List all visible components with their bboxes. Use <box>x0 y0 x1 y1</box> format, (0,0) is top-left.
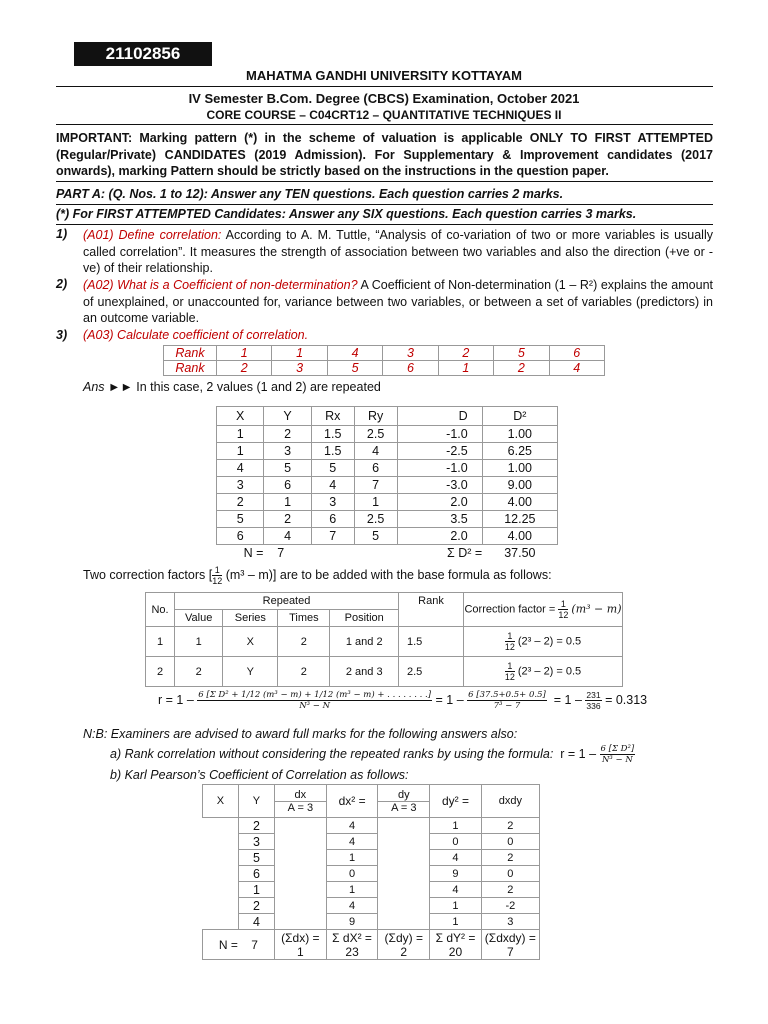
table-cell: 0 <box>326 866 377 882</box>
kp-sum-dx <box>274 930 326 960</box>
table-cell <box>203 898 239 914</box>
kp-dx-sub: A = 3 <box>275 801 326 814</box>
cf-cell: 2 and 3 <box>330 657 399 687</box>
cf-cell: 2.5 <box>399 657 464 687</box>
table-cell <box>378 866 430 882</box>
course-title: CORE COURSE – C04CRT12 – QUANTITATIVE TECHNIQUES II <box>206 108 562 122</box>
sum-d2-value: 37.50 <box>504 546 536 561</box>
table-cell <box>378 834 430 850</box>
cf-text-after: (m³ – m)] are to be added with the base formula as follows: <box>225 567 552 582</box>
cf-cell: 1 <box>146 627 175 657</box>
frac-num: 1 <box>505 631 515 642</box>
table-cell: 2 <box>264 511 311 528</box>
formula-num-3: 231 <box>586 690 601 700</box>
table-cell <box>378 898 430 914</box>
table-header-row <box>217 407 558 426</box>
table-cell: 3 <box>311 494 354 511</box>
table-cell: 4.00 <box>482 494 557 511</box>
table-cell: 5 <box>311 460 354 477</box>
formula-fraction-1 <box>197 690 432 711</box>
table-cell: 4 <box>326 834 377 850</box>
table-cell: 1 <box>264 494 311 511</box>
table-cell <box>378 850 430 866</box>
fraction <box>558 599 568 620</box>
table-row <box>217 528 558 545</box>
important-note <box>56 130 713 180</box>
q2-block <box>83 277 713 327</box>
table-row <box>203 818 540 834</box>
table-row <box>217 511 558 528</box>
col-header: Ry <box>354 407 397 426</box>
table-cell: 12.25 <box>482 511 557 528</box>
fraction <box>212 565 222 586</box>
nb-a-text: a) Rank correlation without considering the repeated ranks by using the formula: <box>110 746 554 761</box>
frac-den: 12 <box>504 642 515 652</box>
kp-header-x: X <box>203 785 239 818</box>
table-cell: 0 <box>481 866 539 882</box>
kp-sum-dx2-label: Σ dX² = <box>332 930 372 945</box>
table-cell <box>203 850 239 866</box>
table-cell: 0 <box>481 834 539 850</box>
kp-sum-dy <box>378 930 430 960</box>
table-cell <box>378 914 430 930</box>
table-cell <box>274 818 326 834</box>
kp-header-row <box>203 785 540 818</box>
ans-label: Ans ►► <box>83 380 133 394</box>
table-cell <box>203 834 239 850</box>
table-cell: 2 <box>481 850 539 866</box>
kp-header-dx2: dx² = <box>326 785 377 818</box>
register-number: 21102856 <box>74 42 212 66</box>
table-cell: 3 <box>217 477 264 494</box>
table-cell <box>378 818 430 834</box>
table-cell: 9 <box>430 866 481 882</box>
kp-dy-sub: A = 3 <box>378 801 429 814</box>
fraction <box>505 661 515 682</box>
kp-sum-dxdy-value: 7 <box>507 944 514 959</box>
kp-sum-dy-label: (Σdy) = <box>384 930 423 945</box>
formula-fraction-2 <box>467 690 547 711</box>
col-header: X <box>217 407 264 426</box>
q3-answer-line <box>83 380 381 394</box>
kp-sum-dx2 <box>326 930 377 960</box>
cf-sub-series: Series <box>223 610 278 627</box>
divider <box>56 86 713 87</box>
table-cell: 1.5 <box>311 443 354 460</box>
table-cell: 5 <box>264 460 311 477</box>
rank-cell: 1 <box>217 346 272 361</box>
cf-cell: Y <box>223 657 278 687</box>
rank-correlation-formula <box>158 690 647 711</box>
cf-cell: 2 <box>146 657 175 687</box>
frac-den: 12 <box>504 672 515 682</box>
formula-eq-2: = 1 – <box>435 692 464 707</box>
rank-row-2 <box>164 361 605 376</box>
kp-n-label: N = <box>218 937 238 952</box>
rank-cell: 4 <box>549 361 604 376</box>
table-cell: 3.5 <box>397 511 482 528</box>
divider <box>56 224 713 225</box>
table-cell: 1.5 <box>311 426 354 443</box>
nb-a-den: N³ − N <box>601 755 633 765</box>
important-text: Marking pattern (*) in the scheme of valuation is applicable ONLY TO FIRST ATTEMPTED (Regular/Private) CANDIDATES (2019 Admission). For Supplementary & Improvement candidates (2017 onwards), marking Pattern should be strictly based on the instructions in the question paper. <box>56 131 713 178</box>
table-cell: 4 <box>326 898 377 914</box>
table-cell <box>203 818 239 834</box>
part-a-first-attempt: (*) For FIRST ATTEMPTED Candidates: Answer any SIX questions. Each question carries 3 marks. <box>56 207 637 221</box>
cf-cell: 2 <box>278 657 330 687</box>
kp-sum-dx2-value: 23 <box>345 944 359 959</box>
q1-answer: According to A. M. Tuttle, “Analysis of co-variation of two or more variables is usually called correlation”. It measures the strength of association between two variables and also the direction (+ve or -ve) of their relationship. <box>83 228 713 275</box>
table-cell: 1 <box>430 914 481 930</box>
col-header: D <box>397 407 482 426</box>
formula-num-1: 6 [Σ D² + 1/12 (m³ − m) + 1/12 (m³ − m) + . . . . . . . .] <box>198 690 432 700</box>
part-a-instruction: PART A: (Q. Nos. 1 to 12): Answer any TEN questions. Each question carries 2 marks. <box>56 187 564 201</box>
table-cell: 6 <box>238 866 274 882</box>
cf-cell: 2 <box>175 657 223 687</box>
table-cell: 6 <box>264 477 311 494</box>
ans-text: In this case, 2 values (1 and 2) are repeated <box>136 380 381 394</box>
n-cell <box>217 545 312 562</box>
table-cell: 7 <box>354 477 397 494</box>
kp-sum-dx-label: (Σdx) = <box>281 930 320 945</box>
kp-dy-label: dy <box>397 788 410 801</box>
exam-title: IV Semester B.Com. Degree (CBCS) Examination, October 2021 <box>188 91 580 106</box>
table-cell: 2 <box>481 818 539 834</box>
divider <box>56 204 713 205</box>
kp-sum-dxdy <box>481 930 539 960</box>
table-cell: 2.5 <box>354 426 397 443</box>
q1-question: (A01) Define correlation: <box>83 228 222 242</box>
cf-row <box>146 627 623 657</box>
nb-a-num: 6 [Σ D²] <box>600 744 635 754</box>
nb-option-a <box>110 744 635 765</box>
table-cell: 2.0 <box>397 494 482 511</box>
kp-total-row <box>203 930 540 960</box>
cf-value-cell <box>464 657 623 687</box>
table-cell: 1.00 <box>482 426 557 443</box>
cf-header-rank: Rank <box>399 593 464 627</box>
table-cell <box>378 882 430 898</box>
table-cell: 2.0 <box>397 528 482 545</box>
table-cell: 4 <box>238 914 274 930</box>
divider <box>56 124 713 125</box>
rank-row-1 <box>164 346 605 361</box>
cf-header-cf <box>464 593 623 627</box>
q2-answer: A Coefficient of Non-determination (1 – R²) explains the amount of unexplained, or unaccounted for, variance between two variables, or between a set of variables (predictors) in an outcome variable. <box>83 278 713 325</box>
rank-cell: 2 <box>494 361 549 376</box>
table-row <box>203 850 540 866</box>
table-cell: 1 <box>238 882 274 898</box>
table-cell: 1 <box>217 443 264 460</box>
cf-cell: 2 <box>278 627 330 657</box>
fraction <box>505 631 515 652</box>
table-cell: 1 <box>217 426 264 443</box>
rank-cell: 5 <box>327 361 382 376</box>
formula-num-2: 6 [37.5+0.5+ 0.5] <box>468 690 546 700</box>
table-cell: 1 <box>430 898 481 914</box>
rank-label: Rank <box>164 346 217 361</box>
table-cell: 6 <box>354 460 397 477</box>
table-cell: 2 <box>217 494 264 511</box>
table-cell: 1.00 <box>482 460 557 477</box>
kp-header-dx <box>274 785 326 818</box>
cf-header-no: No. <box>146 593 175 627</box>
table-cell: -1.0 <box>397 460 482 477</box>
cf-value: (2³ – 2) = 0.5 <box>517 635 582 648</box>
frac-den: 12 <box>212 576 223 586</box>
table-cell: -3.0 <box>397 477 482 494</box>
table-row <box>217 426 558 443</box>
table-row <box>203 866 540 882</box>
rank-cell: 2 <box>438 346 493 361</box>
formula-den-2: 7³ − 7 <box>493 701 521 711</box>
rank-cell: 1 <box>272 346 327 361</box>
kp-header-dy2: dy² = <box>430 785 481 818</box>
table-cell: 3 <box>481 914 539 930</box>
cf-sub-position: Position <box>330 610 399 627</box>
cf-cell: X <box>223 627 278 657</box>
table-cell: 6 <box>311 511 354 528</box>
rank-cell: 5 <box>494 346 549 361</box>
nb-a-fraction <box>600 744 636 765</box>
nb-note: N:B: Examiners are advised to award full marks for the following answers also: <box>83 727 518 741</box>
cf-row <box>146 657 623 687</box>
rank-label: Rank <box>164 361 217 376</box>
cf-label: Correction factor = <box>464 603 556 616</box>
cf-cell: 1.5 <box>399 627 464 657</box>
table-cell: 4 <box>217 460 264 477</box>
n-value: 7 <box>277 546 285 561</box>
rank-cell: 6 <box>549 346 604 361</box>
kp-sum-dy2-label: Σ dY² = <box>435 930 476 945</box>
university-title: MAHATMA GANDHI UNIVERSITY KOTTAYAM <box>246 68 522 83</box>
q1-block <box>83 227 713 277</box>
kp-header-dy <box>378 785 430 818</box>
table-cell: 3 <box>264 443 311 460</box>
kp-sum-dy-value: 2 <box>400 944 408 959</box>
frac-den: 12 <box>558 610 569 620</box>
rank-cell: 1 <box>438 361 493 376</box>
important-label: IMPORTANT: <box>56 131 133 145</box>
cf-value-cell <box>464 627 623 657</box>
table-row <box>217 494 558 511</box>
rank-cell: 3 <box>383 346 438 361</box>
cf-header-repeated: Repeated <box>175 593 399 610</box>
table-cell: 6 <box>217 528 264 545</box>
cf-cell: 1 and 2 <box>330 627 399 657</box>
table-cell: 1 <box>430 818 481 834</box>
table-cell: 2 <box>238 818 274 834</box>
table-cell: -1.0 <box>397 426 482 443</box>
table-cell <box>274 882 326 898</box>
table-row <box>217 443 558 460</box>
table-cell: 5 <box>238 850 274 866</box>
rank-cell: 4 <box>327 346 382 361</box>
table-cell <box>274 914 326 930</box>
correction-factor-table <box>145 592 623 687</box>
cf-cell: 1 <box>175 627 223 657</box>
col-header: Rx <box>311 407 354 426</box>
cf-header-row <box>146 593 623 610</box>
table-cell <box>274 866 326 882</box>
table-cell: 5 <box>354 528 397 545</box>
table-cell: -2 <box>481 898 539 914</box>
table-cell: 4 <box>311 477 354 494</box>
table-cell: 4 <box>354 443 397 460</box>
table-cell: 4 <box>430 882 481 898</box>
q2-question: (A02) What is a Coefficient of non-determination? <box>83 278 358 292</box>
table-cell: 4 <box>430 850 481 866</box>
table-cell: 1 <box>326 850 377 866</box>
frac-num: 1 <box>505 661 515 672</box>
kp-n-cell <box>203 930 275 960</box>
rank-cell: 6 <box>383 361 438 376</box>
karl-pearson-table <box>202 784 540 960</box>
formula-result: = 0.313 <box>605 692 648 707</box>
formula-eq-3: = 1 – <box>553 692 582 707</box>
table-cell: 3 <box>238 834 274 850</box>
rank-calculation-table <box>216 406 558 562</box>
table-cell <box>203 882 239 898</box>
kp-sum-dy2-value: 20 <box>448 944 463 959</box>
rank-total-row <box>217 545 558 562</box>
table-cell <box>203 914 239 930</box>
cf-sub-value: Value <box>175 610 223 627</box>
nb-option-b: b) Karl Pearson’s Coefficient of Correlation as follows: <box>110 768 409 782</box>
cf-formula: (m³ − m) <box>571 602 622 616</box>
table-row <box>203 898 540 914</box>
kp-dx-label: dx <box>294 788 307 801</box>
table-cell: 2.5 <box>354 511 397 528</box>
table-cell <box>274 834 326 850</box>
cf-value: (2³ – 2) = 0.5 <box>517 665 582 678</box>
formula-den-1: N³ − N <box>299 701 331 711</box>
table-cell: 2 <box>238 898 274 914</box>
formula-r: r = 1 – <box>158 692 194 707</box>
table-cell: 9 <box>326 914 377 930</box>
table-cell: 0 <box>430 834 481 850</box>
rank-data-table <box>163 345 605 376</box>
sum-d2-label: Σ D² = <box>447 546 483 561</box>
q3-question: (A03) Calculate coefficient of correlation. <box>83 328 309 342</box>
table-cell: 6.25 <box>482 443 557 460</box>
table-row <box>203 882 540 898</box>
table-row <box>203 914 540 930</box>
q3-number: 3) <box>56 328 68 342</box>
table-row <box>217 477 558 494</box>
table-cell: 7 <box>311 528 354 545</box>
table-cell: 5 <box>217 511 264 528</box>
col-header: Y <box>264 407 311 426</box>
table-cell <box>274 850 326 866</box>
table-row <box>203 834 540 850</box>
table-cell: 4 <box>264 528 311 545</box>
divider <box>56 181 713 182</box>
table-cell <box>274 898 326 914</box>
q1-number: 1) <box>56 227 68 241</box>
kp-header-dxdy: dxdy <box>481 785 539 818</box>
kp-sum-dy2 <box>430 930 481 960</box>
frac-num: 1 <box>558 599 568 610</box>
rank-cell: 3 <box>272 361 327 376</box>
formula-den-3: 336 <box>586 701 601 711</box>
table-cell: 4 <box>326 818 377 834</box>
table-cell: 9.00 <box>482 477 557 494</box>
table-cell: 1 <box>354 494 397 511</box>
nb-a-r: r = 1 – <box>560 746 597 761</box>
table-cell: 4.00 <box>482 528 557 545</box>
kp-sum-dx-value: 1 <box>297 944 304 959</box>
correction-factor-text <box>83 565 552 586</box>
table-cell: 1 <box>326 882 377 898</box>
rank-cell: 2 <box>217 361 272 376</box>
table-cell: 2 <box>264 426 311 443</box>
cf-sub-times: Times <box>278 610 330 627</box>
kp-header-y: Y <box>238 785 274 818</box>
table-cell <box>203 866 239 882</box>
table-row <box>217 460 558 477</box>
formula-fraction-3 <box>585 690 601 711</box>
kp-sum-dxdy-label: (Σdxdy) = <box>484 930 536 945</box>
q2-number: 2) <box>56 277 68 291</box>
kp-n-value: 7 <box>251 937 258 952</box>
col-header: D² <box>482 407 557 426</box>
cf-text-before: Two correction factors [ <box>83 567 213 582</box>
table-cell: -2.5 <box>397 443 482 460</box>
frac-num: 1 <box>212 565 222 576</box>
table-cell: 2 <box>481 882 539 898</box>
n-label: N = <box>243 546 264 561</box>
